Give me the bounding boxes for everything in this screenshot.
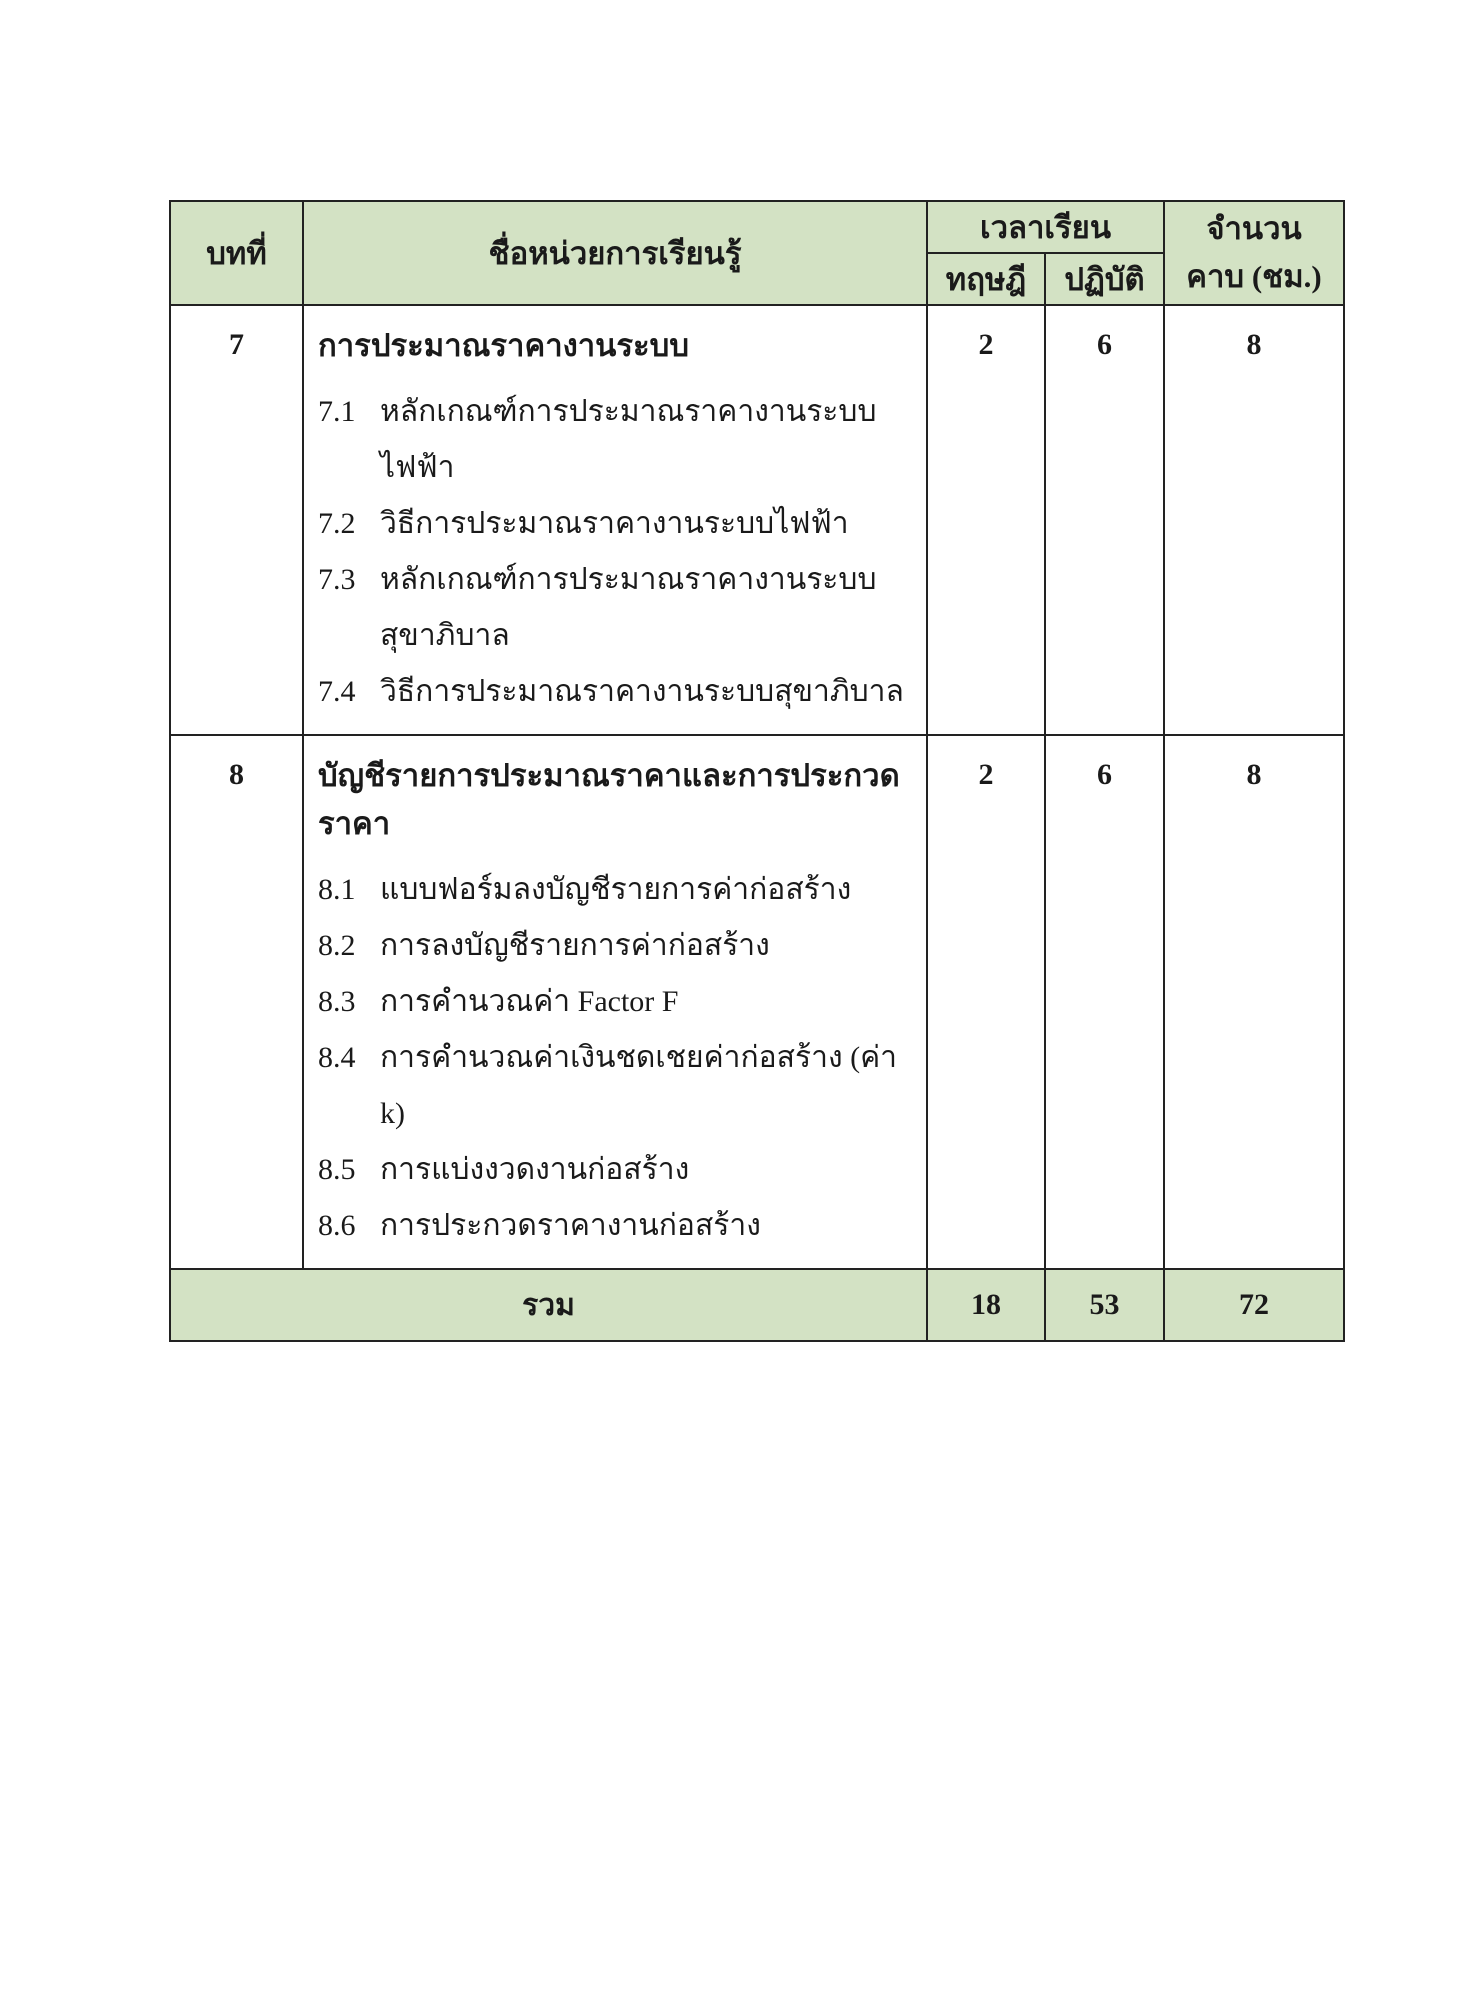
total-label: รวม bbox=[170, 1269, 927, 1341]
topic-item bbox=[318, 918, 912, 974]
total-theory: 18 bbox=[927, 1269, 1045, 1341]
header-hours-line2: คาบ (ชม.) bbox=[1186, 259, 1322, 294]
chapter-number: 8 bbox=[170, 735, 303, 1269]
header-practice: ปฏิบัติ bbox=[1045, 253, 1164, 305]
topic-number: 8.6 bbox=[318, 1209, 356, 1242]
topic-text: การคำนวณค่า Factor F bbox=[380, 985, 679, 1018]
header-row bbox=[170, 201, 1344, 253]
topic-text: วิธีการประมาณราคางานระบบไฟฟ้า bbox=[380, 507, 849, 540]
unit-title: การประมาณราคางานระบบ bbox=[318, 328, 690, 363]
unit-name-cell bbox=[303, 305, 927, 735]
topic-text: หลักเกณฑ์การประมาณราคางานระบบไฟฟ้า bbox=[380, 395, 877, 484]
topic-number: 8.1 bbox=[318, 873, 356, 906]
header-theory: ทฤษฎี bbox=[927, 253, 1045, 305]
header-chapter: บทที่ bbox=[170, 201, 303, 305]
topic-number: 8.5 bbox=[318, 1153, 356, 1186]
topic-text: หลักเกณฑ์การประมาณราคางานระบบสุขาภิบาล bbox=[380, 563, 877, 652]
topic-number: 8.4 bbox=[318, 1041, 356, 1074]
topic-text: แบบฟอร์มลงบัญชีรายการค่าก่อสร้าง bbox=[380, 873, 852, 906]
topic-text: การลงบัญชีรายการค่าก่อสร้าง bbox=[380, 929, 770, 962]
topic-number: 7.1 bbox=[318, 395, 356, 428]
topic-item bbox=[318, 1198, 912, 1254]
total-row bbox=[170, 1269, 1344, 1341]
practice-hours: 6 bbox=[1045, 735, 1164, 1269]
table-row bbox=[170, 305, 1344, 735]
header-study-time: เวลาเรียน bbox=[927, 201, 1164, 253]
total-hours-cell: 8 bbox=[1164, 305, 1344, 735]
topic-item bbox=[318, 384, 912, 496]
topic-number: 8.3 bbox=[318, 985, 356, 1018]
theory-hours: 2 bbox=[927, 305, 1045, 735]
topic-item bbox=[318, 496, 912, 552]
topic-item bbox=[318, 664, 912, 720]
total-hours: 72 bbox=[1164, 1269, 1344, 1341]
table-row bbox=[170, 735, 1344, 1269]
practice-hours: 6 bbox=[1045, 305, 1164, 735]
table-body bbox=[170, 305, 1344, 1341]
header-hours-line1: จำนวน bbox=[1206, 211, 1302, 246]
theory-hours: 2 bbox=[927, 735, 1045, 1269]
chapter-number: 7 bbox=[170, 305, 303, 735]
unit-name-cell bbox=[303, 735, 927, 1269]
topic-item bbox=[318, 974, 912, 1030]
total-hours-cell: 8 bbox=[1164, 735, 1344, 1269]
course-table bbox=[169, 200, 1345, 1342]
header-unit-name: ชื่อหน่วยการเรียนรู้ bbox=[303, 201, 927, 305]
topic-text: การคำนวณค่าเงินชดเชยค่าก่อสร้าง (ค่า k) bbox=[380, 1041, 898, 1130]
topic-item bbox=[318, 552, 912, 664]
unit-title: บัญชีรายการประมาณราคาและการประกวดราคา bbox=[318, 758, 900, 841]
topic-number: 8.2 bbox=[318, 929, 356, 962]
topic-item bbox=[318, 1030, 912, 1142]
topic-item bbox=[318, 862, 912, 918]
topic-number: 7.3 bbox=[318, 563, 356, 596]
topic-item bbox=[318, 1142, 912, 1198]
topic-number: 7.2 bbox=[318, 507, 356, 540]
topic-text: วิธีการประมาณราคางานระบบสุขาภิบาล bbox=[380, 675, 904, 708]
header-hours bbox=[1164, 201, 1344, 305]
topic-number: 7.4 bbox=[318, 675, 356, 708]
total-practice: 53 bbox=[1045, 1269, 1164, 1341]
topic-text: การประกวดราคางานก่อสร้าง bbox=[380, 1209, 761, 1242]
topic-text: การแบ่งงวดงานก่อสร้าง bbox=[380, 1153, 690, 1186]
